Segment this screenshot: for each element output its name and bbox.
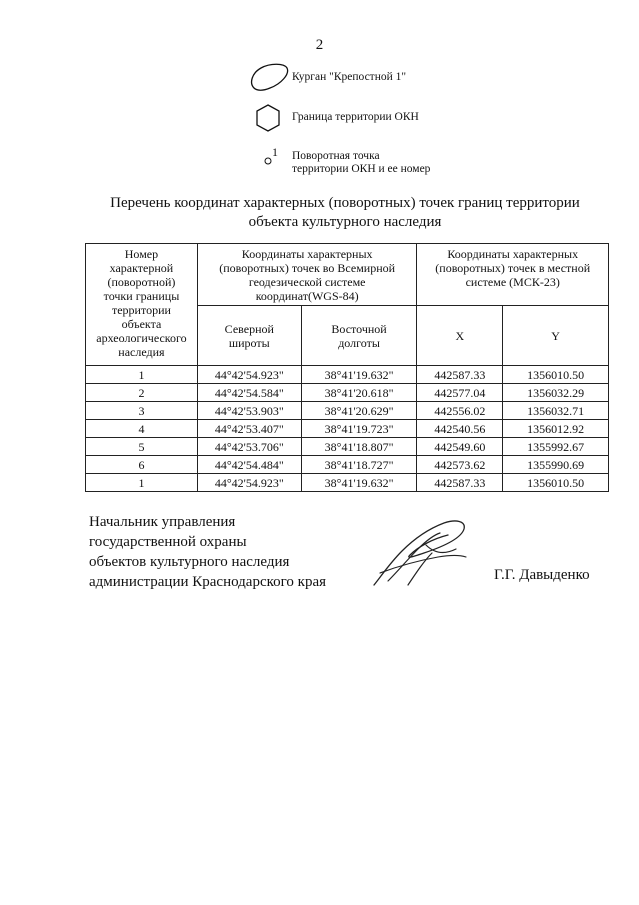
- header-num-line: точки границы: [103, 289, 180, 303]
- header-wgs-line: Координаты характерных: [241, 246, 373, 261]
- table-row: [86, 402, 609, 420]
- cell-x: 442577.04: [417, 384, 503, 402]
- cell-lon: 38°41'20.629": [301, 402, 417, 420]
- header-y: Y: [503, 306, 609, 366]
- cell-y: 1356032.71: [503, 402, 609, 420]
- header-num-line: Номер: [124, 247, 159, 261]
- turning-point-label-2: территории ОКН и ее номер: [292, 163, 431, 175]
- cell-y: 1356010.50: [503, 474, 609, 492]
- mound-outline-icon: [248, 62, 290, 92]
- header-wgs-line: геодезической системе: [248, 274, 366, 289]
- title-line-2: объекта культурного наследия: [248, 214, 442, 230]
- header-msk23: [417, 244, 609, 306]
- cell-x: 442540.56: [417, 420, 503, 438]
- cell-num: 1: [86, 366, 198, 384]
- header-wgs-line: координат(WGS-84): [255, 288, 359, 303]
- cell-lat: 44°42'54.484": [197, 456, 301, 474]
- table-row: [86, 456, 609, 474]
- header-wgs-line: (поворотных) точек во Всемирной: [219, 260, 396, 275]
- cell-y: 1355992.67: [503, 438, 609, 456]
- border-legend-label: Граница территории ОКН: [292, 111, 419, 123]
- border-hexagon-icon: [255, 103, 281, 133]
- cell-num: 3: [86, 402, 198, 420]
- cell-lon: 38°41'20.618": [301, 384, 417, 402]
- page-number: 2: [315, 37, 324, 53]
- handwritten-signature: [368, 515, 478, 590]
- cell-y: 1356012.92: [503, 420, 609, 438]
- cell-x: 442587.33: [417, 366, 503, 384]
- turning-point-number: 1: [272, 145, 278, 159]
- header-latitude: [197, 306, 301, 366]
- cell-num: 2: [86, 384, 198, 402]
- mound-legend-label: Курган "Крепостной 1": [292, 71, 407, 83]
- table-row: [86, 474, 609, 492]
- table-row: [86, 366, 609, 384]
- turning-point-label-1: Поворотная точка: [292, 150, 380, 162]
- header-longitude: [301, 306, 417, 366]
- header-num-line: характерной: [109, 261, 174, 275]
- header-lat-line: широты: [228, 335, 270, 350]
- signature-title-line: объектов культурного наследия: [89, 554, 290, 570]
- header-num-line: территории: [111, 303, 171, 317]
- cell-lat: 44°42'54.923": [197, 366, 301, 384]
- header-wgs84: [197, 244, 417, 306]
- coordinates-table: [85, 243, 609, 492]
- header-num-line: археологического: [96, 331, 187, 345]
- cell-x: 442573.62: [417, 456, 503, 474]
- cell-lat: 44°42'53.407": [197, 420, 301, 438]
- table-row: [86, 384, 609, 402]
- document-title: [60, 194, 630, 232]
- signer-name: Г.Г. Давыденко: [494, 567, 590, 583]
- signature-title-line: администрации Краснодарского края: [89, 574, 327, 590]
- header-num-line: объекта: [121, 317, 162, 331]
- signature-title-line: государственной охраны: [89, 534, 247, 550]
- header-num-line: наследия: [118, 345, 165, 359]
- cell-lat: 44°42'53.903": [197, 402, 301, 420]
- header-msk-line: Координаты характерных: [447, 247, 579, 261]
- cell-lon: 38°41'18.807": [301, 438, 417, 456]
- signature-title-line: Начальник управления: [89, 514, 236, 530]
- header-lat-line: Северной: [224, 321, 274, 336]
- header-num-line: (поворотной): [107, 275, 176, 289]
- title-line-1: Перечень координат характерных (поворотных) точек границ территории: [110, 195, 580, 211]
- header-msk-line: (поворотных) точек в местной: [435, 261, 591, 275]
- cell-y: 1356032.29: [503, 384, 609, 402]
- cell-x: 442587.33: [417, 474, 503, 492]
- cell-num: 5: [86, 438, 198, 456]
- cell-lat: 44°42'53.706": [197, 438, 301, 456]
- table-row: [86, 420, 609, 438]
- cell-y: 1356010.50: [503, 366, 609, 384]
- cell-lat: 44°42'54.584": [197, 384, 301, 402]
- cell-num: 1: [86, 474, 198, 492]
- header-lon-line: долготы: [338, 335, 380, 350]
- cell-x: 442549.60: [417, 438, 503, 456]
- cell-num: 6: [86, 456, 198, 474]
- header-msk-line: системе (МСК-23): [465, 275, 560, 289]
- cell-num: 4: [86, 420, 198, 438]
- cell-lon: 38°41'19.632": [301, 474, 417, 492]
- cell-lat: 44°42'54.923": [197, 474, 301, 492]
- header-lon-line: Восточной: [331, 321, 387, 336]
- cell-lon: 38°41'19.632": [301, 366, 417, 384]
- cell-x: 442556.02: [417, 402, 503, 420]
- cell-lon: 38°41'19.723": [301, 420, 417, 438]
- signature-block: [89, 512, 326, 592]
- table-row: [86, 438, 609, 456]
- cell-y: 1355990.69: [503, 456, 609, 474]
- header-point-number: [86, 244, 198, 366]
- header-x: X: [417, 306, 503, 366]
- cell-lon: 38°41'18.727": [301, 456, 417, 474]
